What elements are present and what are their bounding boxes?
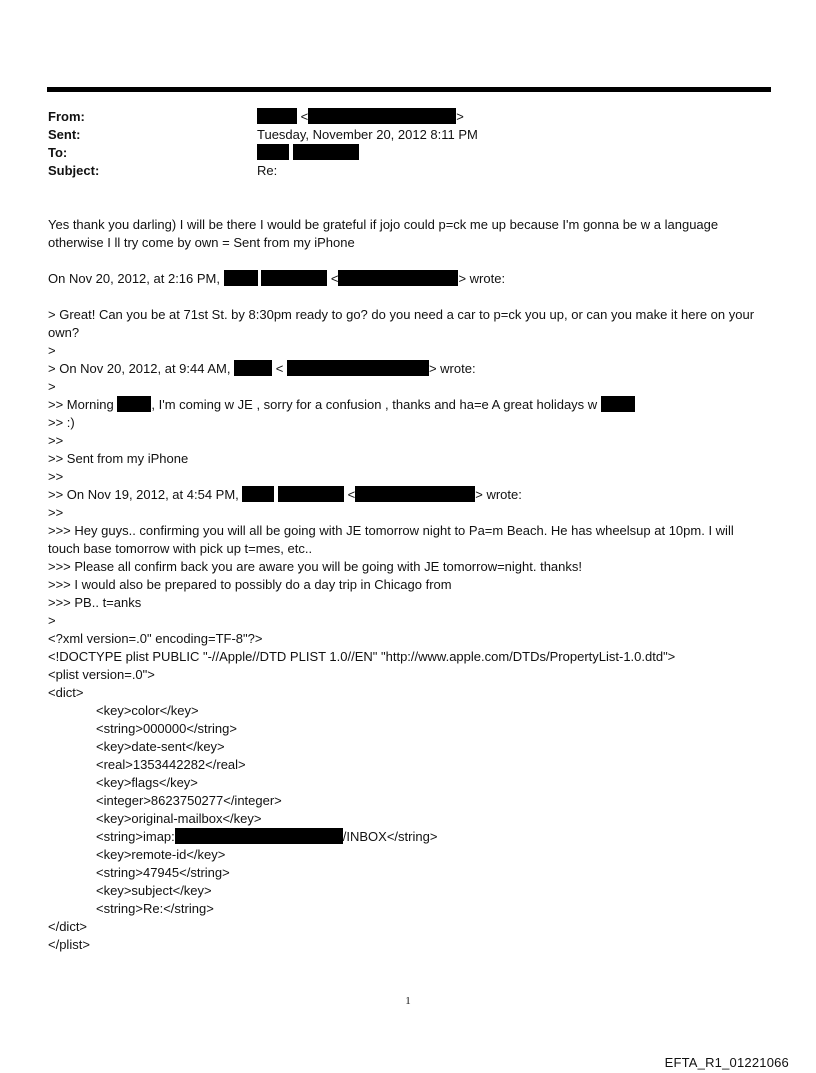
- from-value: [257, 108, 464, 126]
- redaction-block: [601, 396, 635, 412]
- quote-line: >: [48, 343, 56, 358]
- quote-header-text: >> On Nov 19, 2012, at 4:54 PM,: [48, 487, 239, 502]
- quote-line: >: [48, 379, 56, 394]
- redaction-block: [257, 144, 289, 160]
- to-label: To:: [48, 145, 68, 160]
- redaction-block: [293, 144, 359, 160]
- quote-line: >>: [48, 469, 64, 484]
- quote-header-3: [48, 486, 768, 504]
- quoted-text: > Great! Can you be at 71st St. by 8:30pm ready to go? do you need a car to p=ck you up, or can you make it here on your own?: [48, 307, 755, 340]
- quote-wrote: > wrote:: [458, 271, 506, 286]
- redaction-block: [355, 486, 475, 502]
- quoted-text: >> Morning: [48, 397, 114, 412]
- to-value: [257, 144, 359, 162]
- page-number: 1: [405, 995, 411, 1007]
- xml-line: </plist>: [48, 937, 90, 952]
- quote-lt: <: [275, 361, 284, 376]
- xml-line: <key>original-mailbox</key>: [96, 811, 262, 826]
- subject-value: Re:: [257, 163, 278, 178]
- quote-line: >> Sent from my iPhone: [48, 451, 189, 466]
- document-id: EFTA_R1_01221066: [664, 1055, 789, 1070]
- quote-line: >>> Please all confirm back you are aware you will be going with JE tomorrow=night. thanks!: [48, 559, 582, 574]
- quote-line: >>: [48, 505, 64, 520]
- quote-header-text: On Nov 20, 2012, at 2:16 PM,: [48, 271, 220, 286]
- quote-line: >>> I would also be prepared to possibly do a day trip in Chicago from: [48, 577, 452, 592]
- xml-line: <integer>8623750277</integer>: [96, 793, 282, 808]
- reply-paragraph: Yes thank you darling) I will be there I would be grateful if jojo could p=ck me up because I'm gonna be w a language otherwise I ll try come by own = Sent from my iPhone: [48, 217, 719, 250]
- email-body: [48, 216, 768, 954]
- redaction-block: [278, 486, 344, 502]
- redaction-block: [287, 360, 429, 376]
- from-lt: <: [300, 109, 309, 124]
- xml-line: <string>Re:</string>: [96, 901, 214, 916]
- xml-line: <string>000000</string>: [96, 721, 237, 736]
- xml-line: <!DOCTYPE plist PUBLIC "-//Apple//DTD PLIST 1.0//EN" "http://www.apple.com/DTDs/PropertyList-1.0.dtd">: [48, 649, 676, 664]
- xml-text: <string>imap:: [96, 829, 175, 844]
- morning-line: [48, 396, 768, 414]
- quote-header-2: [48, 360, 768, 378]
- quote-header-1: [48, 270, 768, 288]
- quote-lt: <: [347, 487, 356, 502]
- redaction-block: [175, 828, 343, 844]
- xml-line: <string>47945</string>: [96, 865, 230, 880]
- header-rule: [47, 87, 771, 92]
- subject-label: Subject:: [48, 163, 100, 178]
- xml-line: <real>1353442282</real>: [96, 757, 246, 772]
- xml-line: <key>flags</key>: [96, 775, 198, 790]
- xml-line: <plist version=.0">: [48, 667, 155, 682]
- redaction-block: [261, 270, 327, 286]
- xml-line: </dict>: [48, 919, 88, 934]
- quoted-text: >>> Hey guys.. confirming you will all be going with JE tomorrow night to Pa=m Beach. He has wheelsup at 10pm. I will touch base tomorrow with pick up t=mes, etc..: [48, 523, 734, 556]
- redaction-block: [338, 270, 458, 286]
- xml-line: <key>remote-id</key>: [96, 847, 226, 862]
- quote-lt: <: [330, 271, 339, 286]
- redaction-block: [234, 360, 272, 376]
- xml-line: <key>date-sent</key>: [96, 739, 225, 754]
- from-gt: >: [456, 109, 464, 124]
- quote-header-text: > On Nov 20, 2012, at 9:44 AM,: [48, 361, 231, 376]
- redaction-block: [117, 396, 151, 412]
- xml-line: <?xml version=.0" encoding=TF-8"?>: [48, 631, 263, 646]
- xml-imap-line: [48, 828, 768, 846]
- quote-line: >>> PB.. t=anks: [48, 595, 142, 610]
- xml-text: /INBOX</string>: [342, 829, 438, 844]
- quote-line: >>: [48, 433, 64, 448]
- quote-wrote: > wrote:: [428, 361, 476, 376]
- xml-line: <dict>: [48, 685, 84, 700]
- quote-line: >: [48, 613, 56, 628]
- redaction-block: [257, 108, 297, 124]
- redaction-block: [308, 108, 456, 124]
- sent-label: Sent:: [48, 127, 81, 142]
- redaction-block: [242, 486, 274, 502]
- quote-line: >> :): [48, 415, 75, 430]
- from-label: From:: [48, 109, 85, 124]
- sent-value: Tuesday, November 20, 2012 8:11 PM: [257, 127, 478, 142]
- quoted-text: , I'm coming w JE , sorry for a confusion , thanks and ha=e A great holidays w: [151, 397, 598, 412]
- redaction-block: [224, 270, 258, 286]
- xml-line: <key>color</key>: [96, 703, 199, 718]
- xml-line: <key>subject</key>: [96, 883, 212, 898]
- quote-wrote: > wrote:: [475, 487, 522, 502]
